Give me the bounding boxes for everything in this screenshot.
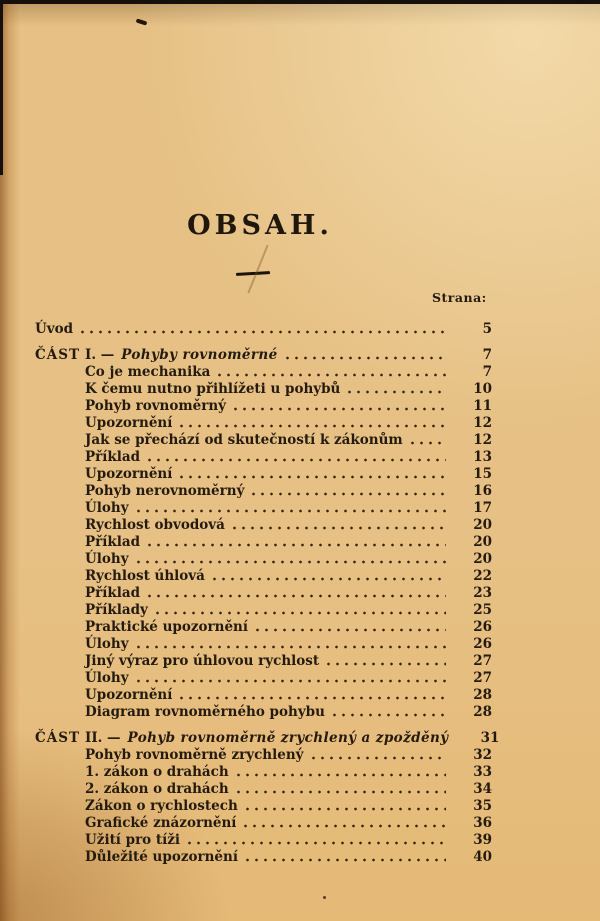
- dotted-leader: [210, 568, 446, 585]
- dotted-leader: [408, 432, 446, 449]
- page-number: 28: [473, 687, 492, 703]
- paper-scratch: [247, 245, 268, 294]
- dotted-leader: [241, 815, 446, 832]
- toc-entry-row: [85, 415, 492, 432]
- dotted-leader: [177, 415, 446, 432]
- dotted-leader: [345, 381, 446, 398]
- page-number: 20: [473, 551, 492, 567]
- page-number: 39: [473, 832, 492, 848]
- part-number: I. —: [85, 347, 115, 363]
- dotted-leader: [134, 500, 446, 517]
- dotted-leader: [134, 670, 446, 687]
- entry-title: Příklady: [85, 602, 148, 618]
- entry-title: Rychlost obvodová: [85, 517, 225, 533]
- page-number: 17: [473, 500, 492, 516]
- dotted-leader: [78, 321, 446, 338]
- entry-title: Co je mechanika: [85, 364, 211, 380]
- toc-entry-row: [85, 449, 492, 466]
- toc-entry-row: [85, 764, 492, 781]
- toc-entry-row: [85, 568, 492, 585]
- page-number: 12: [473, 415, 492, 431]
- entry-title: Užití pro tíži: [85, 832, 181, 848]
- page-column-header: Strana:: [432, 290, 487, 305]
- entry-title: Upozornění: [85, 415, 173, 431]
- page-number: 10: [473, 381, 492, 397]
- toc-entry-row: [85, 432, 492, 449]
- entry-title: Jiný výraz pro úhlovou rychlost: [85, 653, 320, 669]
- page-number: 35: [473, 798, 492, 814]
- dotted-leader: [330, 704, 446, 721]
- page-number: 31: [480, 730, 500, 746]
- entry-title: Příklad: [85, 585, 141, 601]
- toc-entry-row: [85, 602, 492, 619]
- contents-title: OBSAH.: [187, 210, 333, 241]
- toc-entry-row: [85, 517, 492, 534]
- toc-entry-row: [85, 704, 492, 721]
- toc-entry-row: [85, 781, 492, 798]
- dotted-leader: [134, 636, 446, 653]
- toc-entry-row: [85, 466, 492, 483]
- entry-title: Pohyb rovnoměrně zrychlený: [85, 747, 304, 763]
- dotted-leader: [231, 398, 446, 415]
- toc-entry-row: [35, 321, 492, 338]
- page-number: 12: [473, 432, 492, 448]
- entry-title: Pohyb rovnoměrný: [85, 398, 227, 414]
- entry-title: Upozornění: [85, 687, 173, 703]
- page-number: 7: [482, 364, 492, 380]
- toc-entry-row: [85, 619, 492, 636]
- dotted-leader: [234, 781, 446, 798]
- toc-entry-row: [85, 849, 492, 866]
- toc-entry-row: [85, 636, 492, 653]
- entry-title: K čemu nutno přihlížeti u pohybů: [85, 381, 341, 397]
- paper-speck: [136, 18, 148, 25]
- toc-entry-row: [85, 747, 492, 764]
- toc-part-row: [35, 730, 500, 747]
- part-label: ČÁST: [35, 730, 81, 746]
- toc-entry-row: [85, 381, 492, 398]
- page-number: 23: [473, 585, 492, 601]
- dotted-leader: [177, 687, 446, 704]
- page-number: 25: [473, 602, 492, 618]
- page-number: 5: [482, 321, 492, 337]
- entry-title: Úlohy: [85, 670, 129, 686]
- entry-title: Úvod: [35, 321, 74, 337]
- paper-speck: [323, 896, 326, 899]
- entry-title: 1. zákon o drahách: [85, 764, 229, 780]
- dotted-leader: [324, 653, 446, 670]
- dotted-leader: [153, 602, 446, 619]
- page-number: 34: [473, 781, 492, 797]
- page-number: 11: [473, 398, 492, 414]
- entry-title: Důležité upozornění: [85, 849, 238, 865]
- entry-title: Úlohy: [85, 636, 129, 652]
- page-number: 32: [473, 747, 492, 763]
- dotted-leader: [243, 798, 446, 815]
- dotted-leader: [230, 517, 446, 534]
- dotted-leader: [234, 764, 446, 781]
- toc-entry-row: [85, 364, 492, 381]
- entry-title: Rychlost úhlová: [85, 568, 205, 584]
- page-number: 22: [473, 568, 492, 584]
- dotted-leader: [185, 832, 446, 849]
- entry-title: Příklad: [85, 534, 141, 550]
- dotted-leader: [145, 534, 446, 551]
- dotted-leader: [145, 449, 446, 466]
- toc-entry-row: [85, 398, 492, 415]
- part-number: II. —: [85, 730, 121, 746]
- toc-entry-row: [85, 534, 492, 551]
- toc-entry-row: [85, 551, 492, 568]
- entry-title: Praktické upozornění: [85, 619, 248, 635]
- toc-entry-row: [85, 585, 492, 602]
- toc-entry-row: [85, 670, 492, 687]
- entry-title: Diagram rovnoměrného pohybu: [85, 704, 325, 720]
- page-number: 27: [473, 653, 492, 669]
- toc-entry-row: [85, 832, 492, 849]
- toc-entry-row: [85, 500, 492, 517]
- entry-title: Grafické znázornění: [85, 815, 237, 831]
- page-number: 20: [473, 517, 492, 533]
- page-number: 36: [473, 815, 492, 831]
- toc-entry-row: [85, 687, 492, 704]
- toc-entry-row: [85, 798, 492, 815]
- entry-title: Zákon o rychlostech: [85, 798, 238, 814]
- page-number: 15: [473, 466, 492, 482]
- toc-entry-row: [85, 653, 492, 670]
- entry-title: Úlohy: [85, 500, 129, 516]
- entry-title: Pohyby rovnoměrné: [121, 347, 278, 363]
- dotted-leader: [177, 466, 446, 483]
- page-number: 40: [473, 849, 492, 865]
- dotted-leader: [253, 619, 446, 636]
- entry-title: Úlohy: [85, 551, 129, 567]
- dotted-leader: [243, 849, 446, 866]
- page-number: 26: [473, 619, 492, 635]
- dotted-leader: [249, 483, 446, 500]
- dotted-leader: [215, 364, 446, 381]
- table-of-contents: [35, 321, 500, 866]
- toc-part-row: [35, 347, 492, 364]
- dotted-leader: [283, 347, 446, 364]
- page-number: 7: [482, 347, 492, 363]
- entry-title: 2. zákon o drahách: [85, 781, 229, 797]
- title-rule: [236, 271, 270, 275]
- book-top-edge: [0, 0, 600, 4]
- entry-title: Upozornění: [85, 466, 173, 482]
- dotted-leader: [145, 585, 446, 602]
- book-left-edge: [0, 0, 3, 175]
- page-number: 33: [473, 764, 492, 780]
- entry-title: Příklad: [85, 449, 141, 465]
- toc-entry-row: [85, 815, 492, 832]
- page-number: 28: [473, 704, 492, 720]
- toc-entry-row: [85, 483, 492, 500]
- entry-title: Pohyb rovnoměrně zrychlený a zpožděný: [127, 730, 449, 746]
- page-number: 13: [473, 449, 492, 465]
- page-number: 27: [473, 670, 492, 686]
- page-number: 16: [473, 483, 492, 499]
- dotted-leader: [134, 551, 446, 568]
- dotted-leader: [309, 747, 447, 764]
- page-number: 26: [473, 636, 492, 652]
- part-label: ČÁST: [35, 347, 81, 363]
- page-number: 20: [473, 534, 492, 550]
- entry-title: Pohyb nerovnoměrný: [85, 483, 245, 499]
- entry-title: Jak se přechází od skutečností k zákonům: [85, 432, 403, 448]
